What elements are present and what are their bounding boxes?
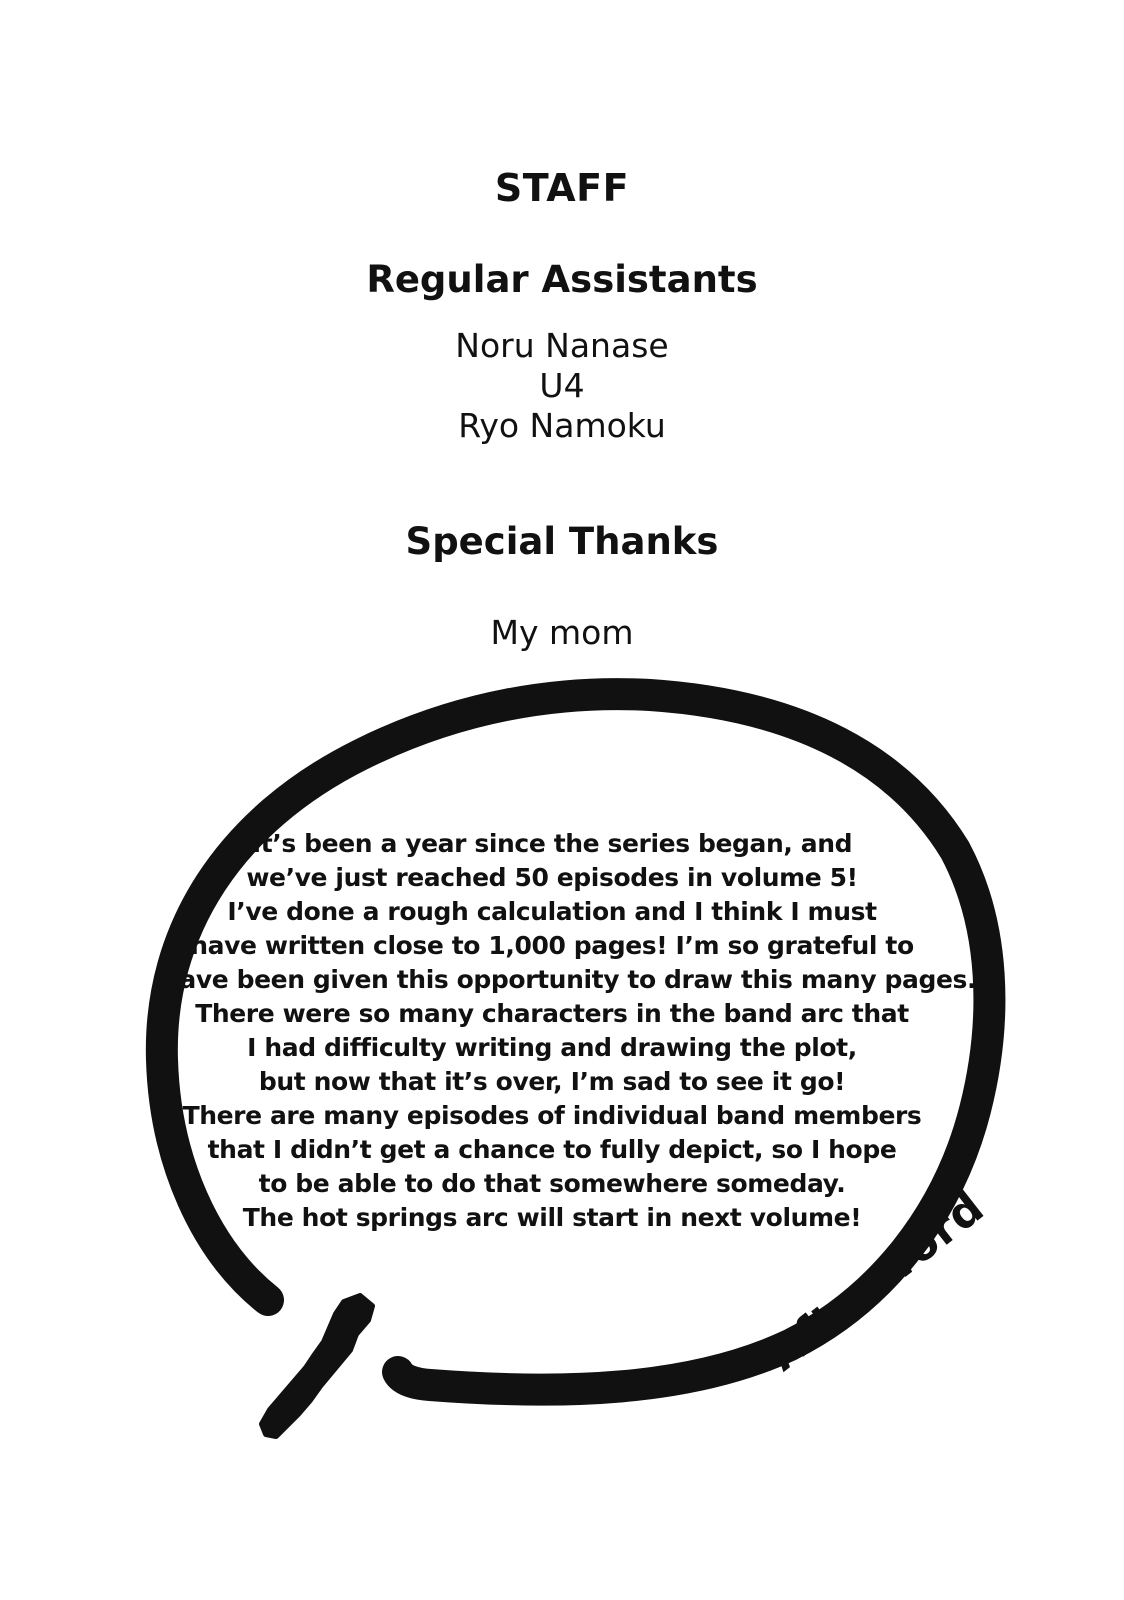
afterword-line: There were so many characters in the band arc that xyxy=(195,999,909,1028)
afterword-line: to be able to do that somewhere someday. xyxy=(258,1169,846,1198)
assistant-name: Noru Nanase xyxy=(455,326,669,365)
special-thanks-name: My mom xyxy=(490,613,634,652)
afterword-line: but now that it’s over, I’m sad to see it go! xyxy=(258,1067,846,1096)
afterword-line: There are many episodes of individual band members xyxy=(182,1101,922,1130)
afterword-line: It’s been a year since the series began, and xyxy=(251,829,853,858)
afterword-line: that I didn’t get a chance to fully depict, so I hope xyxy=(207,1135,897,1164)
staff-title: STAFF xyxy=(494,166,630,210)
regular-assistants-heading: Regular Assistants xyxy=(366,258,758,301)
bubble-tail-fragment xyxy=(262,1296,372,1436)
afterword-line: have been given this opportunity to draw this many pages. xyxy=(162,965,977,994)
assistant-name: Ryo Namoku xyxy=(458,406,666,445)
afterword-line: I’ve done a rough calculation and I think I must xyxy=(227,897,877,926)
afterword-line: have written close to 1,000 pages! I’m so grateful to xyxy=(190,931,914,960)
afterword-body xyxy=(162,827,977,1235)
special-thanks-heading: Special Thanks xyxy=(405,520,719,563)
afterword-line: I had difficulty writing and drawing the plot, xyxy=(247,1033,857,1062)
afterword-line: we’ve just reached 50 episodes in volume 5! xyxy=(246,863,858,892)
afterword-line: The hot springs arc will start in next volume! xyxy=(242,1203,862,1232)
afterword-label: Afterword xyxy=(758,1181,994,1381)
assistant-name: U4 xyxy=(539,366,585,405)
